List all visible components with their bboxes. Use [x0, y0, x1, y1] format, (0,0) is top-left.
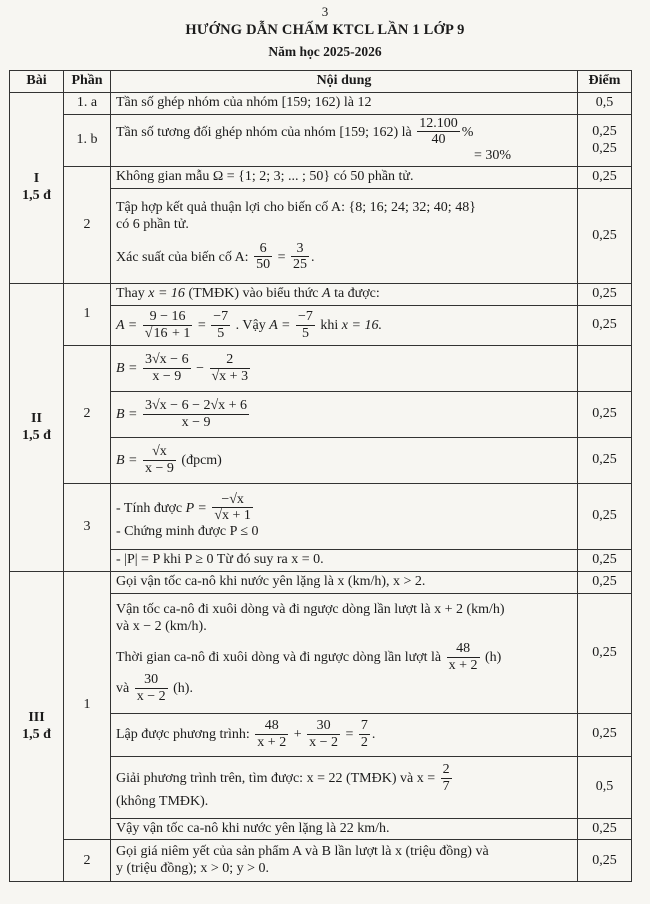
math-var: A	[322, 286, 331, 302]
diem-4b: 0,25	[578, 392, 632, 438]
bai-iii-cell	[10, 571, 64, 882]
content-6b-line4	[116, 673, 572, 704]
fraction	[135, 673, 168, 704]
diem-2a: 0,25	[578, 167, 632, 189]
table-row	[10, 346, 632, 392]
fraction-numerator: 30	[135, 673, 168, 689]
content-1b-text: Tần số tương đối ghép nhóm của nhóm [159; 162) là	[116, 124, 412, 140]
math-expr: x = 16.	[341, 317, 382, 333]
fraction-denominator: x − 9	[152, 368, 182, 384]
fraction-denominator: √16 + 1	[144, 325, 191, 341]
phan-iii-1: 1	[64, 571, 111, 840]
math-expr: x = 16	[148, 286, 185, 302]
fraction-denominator: x + 2	[448, 657, 478, 673]
fraction-denominator: √x + 3	[211, 368, 249, 384]
equals-sign: =	[345, 726, 354, 742]
content-7a-line2: y (triệu đồng); x > 0; y > 0.	[116, 860, 270, 876]
fraction	[143, 353, 191, 384]
text: (TMĐK) vào biểu thức	[188, 286, 319, 302]
diem-1b-first: 0,25	[592, 123, 617, 139]
content-2b-prob-text: Xác suất của biến cố A:	[116, 249, 249, 265]
table-row	[10, 92, 632, 114]
header-phan: Phần	[64, 71, 111, 93]
diem-7a: 0,25	[578, 840, 632, 882]
fraction	[307, 719, 340, 750]
math-expr: A =	[269, 317, 291, 333]
denominator-tail: + 1	[171, 325, 191, 341]
content-7a	[111, 840, 578, 882]
content-6b-line2: và x − 2 (km/h).	[116, 619, 207, 635]
bai-iii-label: III	[28, 709, 45, 725]
fraction-denominator: x − 2	[136, 688, 166, 704]
text: và	[116, 680, 130, 696]
fraction	[143, 399, 249, 430]
diem-3a: 0,25	[578, 284, 632, 306]
table-row	[10, 571, 632, 593]
text: ta được:	[334, 286, 380, 302]
diem-3b: 0,25	[578, 306, 632, 346]
document-subtitle: Năm học 2025-2026	[268, 44, 382, 59]
fraction-numerator: 3√x − 6	[145, 352, 189, 368]
phan-iii-2: 2	[64, 840, 111, 882]
bai-ii-label: II	[31, 410, 42, 426]
diem-5b: 0,25	[578, 550, 632, 572]
fraction-denominator: x − 9	[145, 460, 174, 476]
fraction-denominator: x + 2	[257, 734, 287, 750]
fraction-numerator: 30	[307, 719, 340, 735]
diem-1b	[578, 114, 632, 167]
fraction-denominator: 5	[217, 325, 225, 341]
fraction-numerator: −7	[297, 309, 313, 325]
table-row	[10, 114, 632, 167]
fraction-denominator: 2	[360, 734, 368, 750]
content-6e: Vậy vận tốc ca-nô khi nước yên lặng là 22 km/h.	[111, 818, 578, 840]
text: khi	[320, 317, 339, 333]
fraction	[210, 353, 251, 384]
content-2a: Không gian mẫu Ω = {1; 2; 3; ... ; 50} có 50 phần tử.	[111, 167, 578, 189]
fraction-numerator: 48	[255, 719, 288, 735]
fraction-numerator: −7	[213, 309, 229, 325]
fraction-denominator: 7	[442, 778, 450, 794]
content-5a-line2: - Chứng minh được P ≤ 0	[116, 523, 259, 539]
header-bai: Bài	[10, 71, 64, 93]
bai-i-label: I	[33, 171, 40, 187]
diem-6d: 0,5	[578, 756, 632, 818]
content-5a	[111, 484, 578, 550]
fraction	[296, 310, 315, 341]
text: Thời gian ca-nô đi xuôi dòng và đi ngược dòng lần lượt là	[116, 649, 442, 665]
minus-sign: −	[196, 360, 204, 376]
fraction-numerator: 6	[254, 242, 272, 258]
math-expr: A =	[116, 317, 138, 333]
grading-table	[9, 70, 632, 882]
fraction	[441, 763, 452, 794]
content-6a: Gọi vận tốc ca-nô khi nước yên lặng là x (km/h), x > 2.	[111, 571, 578, 593]
fraction-numerator: 9 − 16	[143, 310, 193, 326]
fraction-numerator: √x	[143, 445, 176, 461]
fraction-numerator: 12.100	[419, 115, 458, 131]
content-5b: - |P| = P khi P ≥ 0 Từ đó suy ra x = 0.	[111, 550, 578, 572]
fraction	[212, 493, 253, 524]
content-6b	[111, 593, 578, 713]
fraction	[417, 117, 460, 148]
phan-1a: 1. a	[64, 92, 111, 114]
fraction-numerator: 7	[360, 718, 368, 734]
diem-4a	[578, 346, 632, 392]
fraction	[359, 719, 370, 750]
phan-1b: 1. b	[64, 114, 111, 167]
page-number: 3	[321, 4, 329, 19]
table-header-row	[10, 71, 632, 93]
bai-iii-score: 1,5 đ	[22, 726, 51, 742]
content-3a	[111, 284, 578, 306]
math-expr: B =	[116, 452, 138, 468]
plus-sign: +	[293, 726, 302, 742]
content-3b	[111, 306, 578, 346]
fraction-denominator: x − 2	[309, 734, 339, 750]
period: .	[371, 726, 376, 742]
diem-1b-second: 0,25	[592, 140, 617, 156]
equals-sign: =	[197, 317, 206, 333]
text: Lập được phương trình:	[116, 726, 250, 742]
fraction	[254, 242, 272, 273]
text: Thay	[116, 286, 145, 302]
fraction	[291, 242, 309, 273]
fraction-denominator: 40	[431, 132, 446, 148]
fraction-denominator: x − 9	[181, 414, 211, 430]
phan-ii-3: 3	[64, 484, 111, 572]
table-row	[10, 840, 632, 882]
content-6b-line3	[116, 642, 572, 673]
fraction-numerator: 3	[291, 242, 309, 258]
diem-6b: 0,25	[578, 593, 632, 713]
fraction	[447, 642, 480, 673]
content-6c	[111, 713, 578, 756]
content-4b	[111, 392, 578, 438]
content-6d-line2: (không TMĐK).	[116, 794, 209, 810]
content-2b-line2: có 6 phần tử.	[116, 216, 189, 232]
bai-i-cell	[10, 92, 64, 283]
fraction-numerator: 48	[447, 642, 480, 658]
header-diem: Điểm	[578, 71, 632, 93]
unit: (h)	[485, 649, 502, 665]
header-noidung: Nội dung	[111, 71, 578, 93]
text: - Tính được	[116, 500, 183, 516]
fraction-denominator: 5	[301, 325, 309, 341]
bai-i-score: 1,5 đ	[22, 188, 51, 204]
phan-2: 2	[64, 167, 111, 284]
unit: (h).	[173, 680, 193, 696]
bai-ii-score: 1,5 đ	[22, 427, 51, 443]
text: (đpcm)	[181, 452, 222, 468]
diem-6a: 0,25	[578, 571, 632, 593]
math-expr: P =	[185, 500, 207, 516]
content-2b: Tập hợp kết quả thuận lợi cho biến cố A: {8; 16; 24; 32; 40; 48} có 6 phần tử. Xác suất của biến cố A: $\frac{6}{50}$ = $\frac{3}{25}$ .	[111, 189, 578, 284]
fraction-denominator: √x + 1	[214, 508, 251, 524]
fraction-numerator: 3√x − 6 − 2√x + 6	[145, 398, 248, 414]
document-title: HƯỚNG DẪN CHẤM KTCL LẦN 1 LỚP 9	[185, 22, 465, 38]
text: Giải phương trình trên, tìm được: x = 22 (TMĐK) và x =	[116, 770, 436, 786]
fraction-numerator: 2	[442, 762, 450, 778]
content-6d	[111, 756, 578, 818]
fraction-denominator: 25	[292, 257, 307, 273]
content-4a	[111, 346, 578, 392]
fraction	[255, 719, 288, 750]
content-2b-line1: Tập hợp kết quả thuận lợi cho biến cố A: {8; 16; 24; 32; 40; 48}	[116, 199, 476, 215]
fraction	[143, 310, 193, 341]
sqrt-radicand: 16	[153, 325, 168, 341]
text: . Vậy	[235, 317, 266, 333]
math-expr: B =	[116, 406, 138, 422]
math-expr: B =	[116, 360, 138, 376]
percent-sign: %	[461, 124, 474, 140]
diem-2b: 0,25	[578, 189, 632, 284]
fraction-numerator: 2	[210, 353, 251, 369]
content-1a: Tần số ghép nhóm của nhóm [159; 162) là 12	[111, 92, 578, 114]
fraction-numerator: −√x	[212, 493, 253, 509]
table-row	[10, 167, 632, 189]
fraction	[211, 310, 230, 341]
diem-6e: 0,25	[578, 818, 632, 840]
phan-ii-2: 2	[64, 346, 111, 484]
diem-4c: 0,25	[578, 438, 632, 484]
content-7a-line1: Gọi giá niêm yết của sản phẩm A và B lần lượt là x (triệu đồng) và	[116, 844, 489, 860]
fraction-denominator: 50	[256, 257, 271, 273]
table-row	[10, 284, 632, 306]
content-1b	[111, 114, 578, 167]
bai-ii-cell	[10, 284, 64, 572]
fraction	[143, 445, 176, 476]
content-4c	[111, 438, 578, 484]
phan-ii-1: 1	[64, 284, 111, 346]
diem-6c: 0,25	[578, 713, 632, 756]
diem-5a: 0,25	[578, 484, 632, 550]
table-row	[10, 484, 632, 550]
content-6b-line1: Vận tốc ca-nô đi xuôi dòng và đi ngược dòng lần lượt là x + 2 (km/h)	[116, 602, 505, 618]
content-1b-result: = 30%	[474, 147, 512, 163]
diem-1a: 0,5	[578, 92, 632, 114]
